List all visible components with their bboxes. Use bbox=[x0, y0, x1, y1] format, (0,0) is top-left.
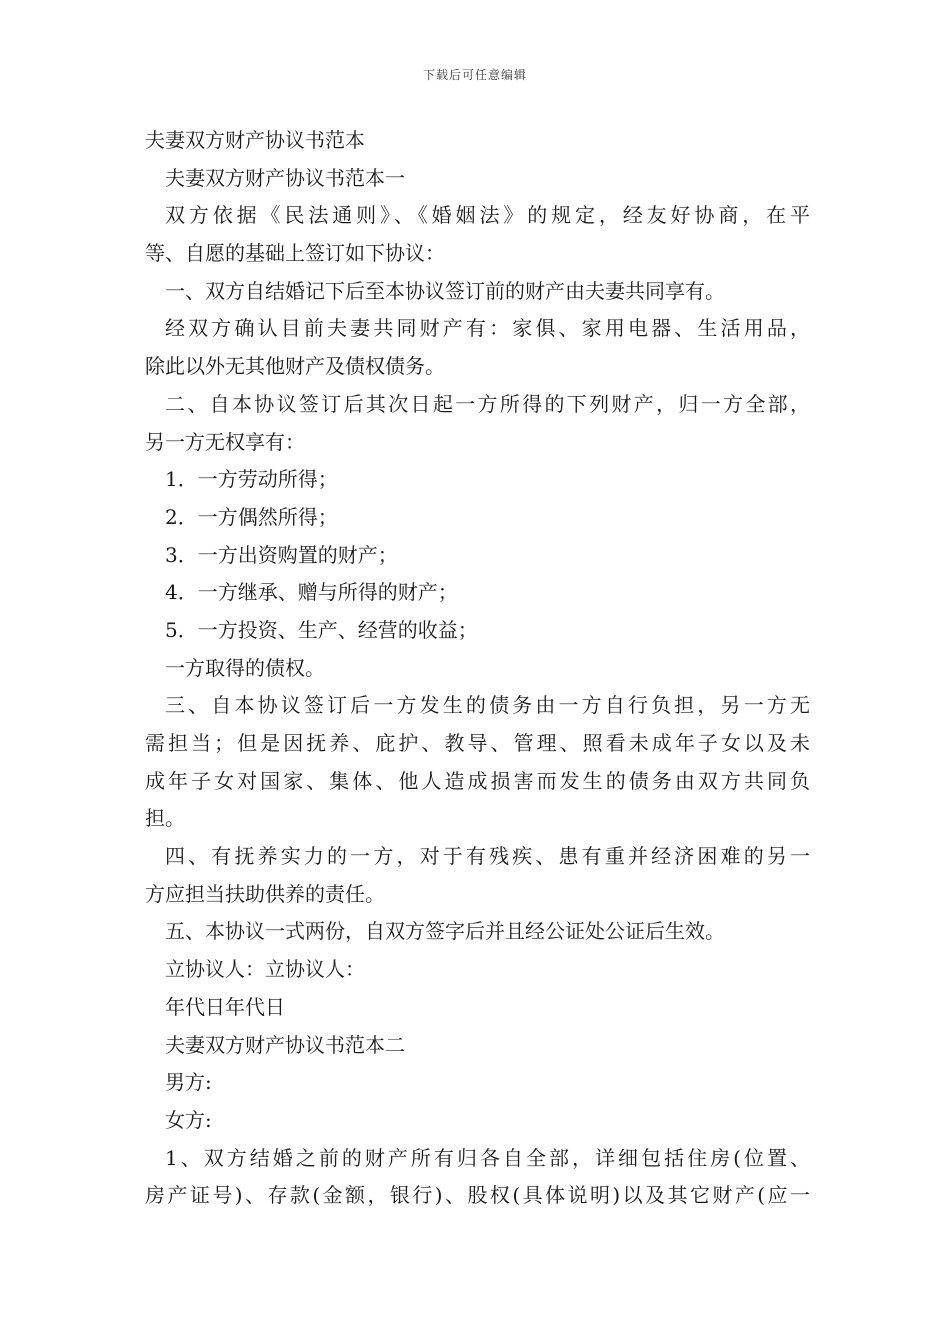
document-line: 除此以外无其他财产及债权债务。 bbox=[145, 354, 445, 379]
document-line: 3．一方出资购置的财产； bbox=[165, 542, 398, 567]
document-line: 担。 bbox=[145, 806, 185, 831]
document-line: 方应担当扶助供养的责任。 bbox=[145, 881, 385, 906]
document-line: 五、本协议一式两份，自双方签字后并且经公证处公证后生效。 bbox=[165, 919, 725, 944]
document-line: 5．一方投资、生产、经营的收益； bbox=[165, 617, 478, 642]
document-line: 立协议人：立协议人： bbox=[165, 957, 365, 982]
document-line: 夫妻双方财产协议书范本二 bbox=[165, 1032, 405, 1057]
document-line: 女方: bbox=[165, 1107, 212, 1132]
document-line: 双方依据《民法通则》、《婚姻法》的规定，经友好协商，在平 bbox=[165, 203, 810, 228]
document-line: 另一方无权享有： bbox=[145, 429, 305, 454]
document-line: 需担当；但是因抚养、庇护、教导、管理、照看未成年子女以及未 bbox=[145, 731, 810, 755]
document-line: 年代日年代日 bbox=[165, 994, 285, 1019]
document-line: 经双方确认目前夫妻共同财产有：家俱、家用电器、生活用品， bbox=[165, 316, 810, 341]
document-line: 1．一方劳动所得； bbox=[165, 467, 338, 492]
document-line: 二、自本协议签订后其次日起一方所得的下列财产，归一方全部， bbox=[165, 391, 810, 416]
document-line: 成年子女对国家、集体、他人造成损害而发生的债务由双方共同负 bbox=[145, 768, 810, 793]
document-line: 三、自本协议签订后一方发生的债务由一方自行负担，另一方无 bbox=[165, 693, 810, 718]
document-line: 夫妻双方财产协议书范本一 bbox=[165, 165, 405, 190]
document-line: 夫妻双方财产协议书范本 bbox=[145, 128, 365, 152]
document-line: 四、有抚养实力的一方，对于有残疾、患有重并经济困难的另一 bbox=[165, 844, 810, 869]
document-line: 4．一方继承、赠与所得的财产； bbox=[165, 580, 458, 605]
document-body bbox=[145, 122, 810, 1215]
document-line: 房产证号)、存款(金额，银行)、股权(具体说明)以及其它财产(应一 bbox=[145, 1183, 810, 1208]
document-line: 2．一方偶然所得； bbox=[165, 504, 338, 529]
document-line: 一方取得的债权。 bbox=[165, 655, 325, 680]
header-note: 下载后可任意编辑 bbox=[422, 68, 527, 82]
document-line: 男方: bbox=[165, 1070, 212, 1095]
document-line: 等、自愿的基础上签订如下协议： bbox=[145, 241, 445, 266]
document-line: 一、双方自结婚记下后至本协议签订前的财产由夫妻共同享有。 bbox=[165, 278, 725, 303]
document-line: 1、双方结婚之前的财产所有归各自全部，详细包括住房(位置、 bbox=[165, 1145, 810, 1170]
